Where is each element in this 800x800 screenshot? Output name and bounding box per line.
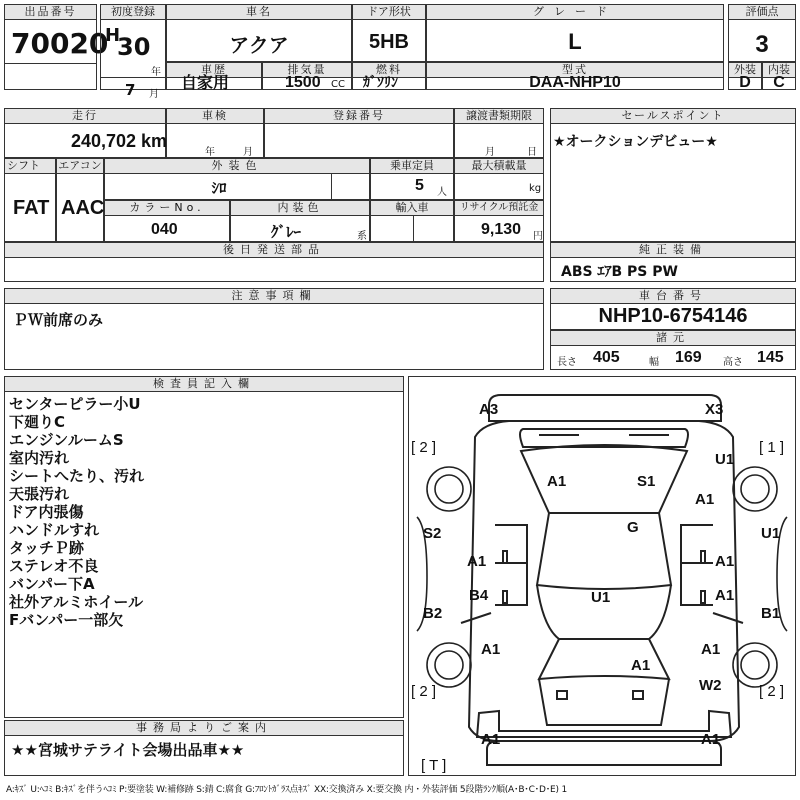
exterior-grade: D <box>739 74 751 91</box>
color-no-header: カラーNo. <box>105 201 229 216</box>
inspection-year-unit: 年 <box>205 147 215 158</box>
month-unit: 月 <box>149 89 159 100</box>
list-item: ドア内張傷 <box>9 503 84 521</box>
score-box <box>728 4 796 62</box>
damage-door-left-1: A1 <box>467 553 487 570</box>
bracket-t: [ T ] <box>421 757 447 774</box>
list-item: バンパー下A <box>9 575 95 593</box>
recycle-box <box>454 200 544 242</box>
damage-bumper-right: A1 <box>701 731 721 748</box>
exterior-color-header: 外装色 <box>105 159 369 174</box>
list-item: 室内汚れ <box>9 449 70 467</box>
inspector-header: 検査員記入欄 <box>5 377 403 392</box>
notes-box <box>4 288 544 370</box>
bracket-bottom-right: [ 2 ] <box>759 683 785 700</box>
length: 405 <box>593 349 620 366</box>
sales-point: ★オークションデビュー★ <box>553 134 718 150</box>
fuel-box <box>352 62 426 90</box>
capacity: 5 <box>415 177 424 194</box>
aircon: AAC <box>61 197 105 219</box>
car-outline <box>409 377 795 775</box>
score: 3 <box>755 31 769 58</box>
list-item: シートへたり、汚れ <box>9 467 145 485</box>
registration-year: 30 <box>117 33 151 61</box>
first-registration-box <box>100 4 166 100</box>
grade-box <box>426 4 724 62</box>
capacity-header: 乗車定員 <box>371 159 453 174</box>
damage-door-right-1: A1 <box>715 553 735 570</box>
history-header: 車歴 <box>167 63 261 78</box>
capacity-box <box>370 158 454 200</box>
exterior-color: ｼﾛ <box>211 179 227 197</box>
damage-diagram <box>408 376 796 776</box>
specs-box <box>550 330 796 370</box>
aircon-header: エアコン <box>58 159 102 172</box>
inspector-box <box>4 376 404 718</box>
interior-header: 内装 <box>763 63 795 78</box>
aircon-box <box>56 158 104 242</box>
fuel: ｶﾞｿﾘﾝ <box>363 75 398 91</box>
equipment-header: 純正装備 <box>551 243 795 258</box>
max-load-header: 最大積載量 <box>455 159 543 174</box>
damage-side-right-u: U1 <box>761 525 781 542</box>
transfer-deadline-header: 譲渡書類期限 <box>455 109 543 124</box>
door-box <box>352 4 426 62</box>
car-name-box <box>166 4 352 62</box>
person-unit: 人 <box>437 187 447 198</box>
damage-door-right-2: A1 <box>715 587 735 604</box>
equipment-box <box>550 242 796 282</box>
list-item: タッチＰ跡 <box>9 539 85 557</box>
exterior-box <box>728 62 762 90</box>
recycle-fee: 9,130 <box>481 221 522 238</box>
legend: A:ｷｽﾞ U:ﾍｺﾐ B:ｷｽﾞを伴うﾍｺﾐ P:要塗装 W:補修跡 S:錆 C:腐食 G:ﾌﾛﾝﾄｶﾞﾗｽ点ｷｽﾞ XX:交換済み X:要交換 内・外装評価 5段階ﾗﾝｸ順(A･B･C･D･E) 1 <box>6 785 567 795</box>
damage-front-right-w: W2 <box>699 677 722 694</box>
history: 自家用 <box>181 73 230 92</box>
office-message: ★★宮城サテライト会場出品車★★ <box>11 741 245 759</box>
model-code: DAA-NHP10 <box>529 74 621 91</box>
interior-color: ｸﾞﾚｰ <box>271 223 302 241</box>
notes: ＰＷ前席のみ <box>13 311 104 329</box>
year-unit: 年 <box>151 67 161 78</box>
fuel-header: 燃料 <box>353 63 425 78</box>
later-parts-box <box>4 242 544 282</box>
car-name-header: 車名 <box>167 5 351 20</box>
width-label: 幅 <box>649 357 659 368</box>
lot-number: 70020 <box>11 27 109 60</box>
kei-unit: 系 <box>357 231 367 242</box>
damage-pillar-right: U1 <box>715 451 735 468</box>
chassis-header: 車台番号 <box>551 289 795 304</box>
displacement: 1500 <box>285 74 321 91</box>
bracket-top-left: [ 2 ] <box>411 439 437 456</box>
interior-box <box>762 62 796 90</box>
grade: L <box>568 29 582 54</box>
inspection-month-unit: 月 <box>243 147 253 158</box>
door-header: ドア形状 <box>353 5 425 20</box>
lot-number-header: 出品番号 <box>5 5 96 20</box>
inspection-header: 車検 <box>167 109 263 124</box>
deadline-month-unit: 月 <box>485 147 495 158</box>
damage-side-right-b: B1 <box>761 605 781 622</box>
shift: FAT <box>13 197 50 219</box>
damage-rear-left: A3 <box>479 401 499 418</box>
history-box <box>166 62 262 90</box>
damage-fender-right: A1 <box>695 491 715 508</box>
mileage-box <box>4 108 166 158</box>
width: 169 <box>675 349 702 366</box>
mileage-unit: km <box>141 131 168 151</box>
model-code-box <box>426 62 724 90</box>
damage-front-right-a: A1 <box>701 641 721 658</box>
deadline-day-unit: 日 <box>527 147 537 158</box>
mileage-header: 走行 <box>5 109 165 124</box>
first-registration-header: 初度登録 <box>101 5 165 20</box>
list-item: Fバンパー一部欠 <box>9 611 124 629</box>
exterior-color-box <box>104 158 370 200</box>
import-header: 輸入車 <box>371 201 453 216</box>
notes-header: 注意事項欄 <box>5 289 543 304</box>
score-header: 評価点 <box>729 5 795 20</box>
color-no-box <box>104 200 230 242</box>
list-item: 下廻りC <box>9 413 66 431</box>
damage-center-u: U1 <box>591 589 611 606</box>
kg-unit: kg <box>529 183 542 194</box>
inspection-box <box>166 108 264 158</box>
list-item: ステレオ不良 <box>9 557 99 575</box>
damage-roof-right: S1 <box>637 473 656 490</box>
shift-header: シフト <box>5 159 55 174</box>
height: 145 <box>757 349 784 366</box>
yen-unit: 円 <box>533 231 543 242</box>
recycle-header: リサイクル預託金 <box>455 201 543 216</box>
damage-hood: A1 <box>631 657 651 674</box>
list-item: 天張汚れ <box>9 485 70 503</box>
damage-front-left: A1 <box>481 641 501 658</box>
lot-number-box <box>4 4 109 90</box>
era-letter: H <box>105 25 121 46</box>
list-item: センターピラー小U <box>9 395 141 413</box>
damage-door-left-2: B4 <box>469 587 489 604</box>
exterior-header: 外装 <box>729 63 761 78</box>
later-parts-header: 後日発送部品 <box>5 243 543 258</box>
mileage: 240,702 <box>71 131 137 151</box>
registration-number-box <box>264 108 454 158</box>
cc-unit: CC <box>331 79 345 90</box>
damage-center-g: G <box>627 519 639 536</box>
list-item: エンジンルームS <box>9 431 124 449</box>
chassis-box <box>550 288 796 330</box>
office-header: 事務局よりご案内 <box>5 721 403 736</box>
shift-box <box>4 158 56 242</box>
damage-side-left-b: B2 <box>423 605 443 622</box>
displacement-header: 排気量 <box>263 63 351 78</box>
damage-bumper-left: A1 <box>481 731 501 748</box>
list-item: ハンドルすれ <box>9 521 100 539</box>
interior-color-header: 内装色 <box>231 201 369 216</box>
door-type: 5HB <box>368 31 409 53</box>
specs-header: 諸元 <box>551 331 795 346</box>
equipment: ABS ｴｱB PS PW <box>561 264 678 280</box>
color-no: 040 <box>151 221 178 238</box>
transfer-deadline-box <box>454 108 544 158</box>
damage-rear-right: X3 <box>705 401 724 418</box>
import-box <box>370 200 454 242</box>
car-name: アクア <box>229 33 289 57</box>
damage-roof-left: A1 <box>547 473 567 490</box>
model-code-header: 型式 <box>427 63 723 78</box>
interior-color-box <box>230 200 370 242</box>
office-box <box>4 720 404 776</box>
registration-month: 7 <box>125 81 136 99</box>
displacement-box <box>262 62 352 90</box>
bracket-top-right: [ 1 ] <box>759 439 785 456</box>
interior-grade: C <box>773 74 785 91</box>
max-load-box <box>454 158 544 200</box>
list-item: 社外アルミホイール <box>9 593 144 611</box>
length-label: 長さ <box>557 357 577 368</box>
grade-header: グレード <box>427 5 723 20</box>
bracket-bottom-left: [ 2 ] <box>411 683 437 700</box>
chassis-number: NHP10-6754146 <box>598 305 748 327</box>
registration-number-header: 登録番号 <box>265 109 453 124</box>
sales-point-box <box>550 108 796 242</box>
inspector-notes-list <box>9 395 144 629</box>
height-label: 高さ <box>723 357 743 368</box>
damage-side-left-s: S2 <box>423 525 442 542</box>
sales-point-header: セールスポイント <box>551 109 795 124</box>
